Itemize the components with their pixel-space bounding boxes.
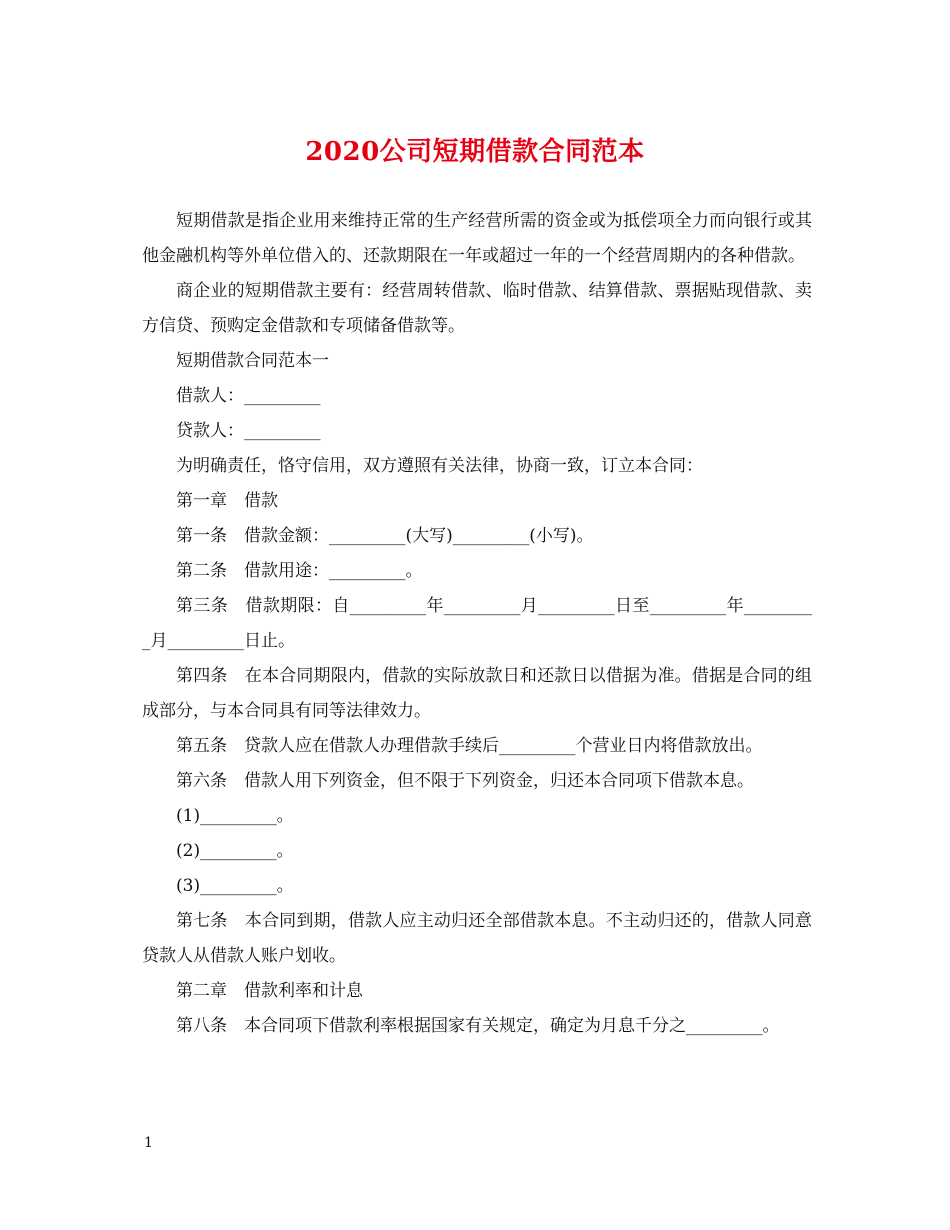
paragraph-preamble: 为明确责任，恪守信用，双方遵照有关法律，协商一致，订立本合同： bbox=[176, 456, 703, 476]
chapter-2-heading: 第二章 借款利率和计息 bbox=[176, 981, 363, 1001]
article-6: 第六条 借款人用下列资金，但不限于下列资金，归还本合同项下借款本息。 bbox=[176, 771, 754, 791]
paragraph-intro-definition: 短期借款是指企业用来维持正常的生产经营所需的资金或为抵偿项全力而向银行或其他金融机构等外单位借入的、还款期限在一年或超过一年的一个经营周期内的各种借款。 bbox=[142, 211, 812, 266]
paragraph-lender: 贷款人：_________ bbox=[176, 421, 321, 441]
page-number: 1 bbox=[144, 1135, 153, 1151]
paragraph-borrower: 借款人：_________ bbox=[176, 386, 321, 406]
article-6-item-1: (1)_________。 bbox=[176, 806, 294, 826]
article-6-item-3: (3)_________。 bbox=[176, 876, 294, 896]
article-8: 第八条 本合同项下借款利率根据国家有关规定，确定为月息千分之_________。 bbox=[176, 1016, 780, 1036]
paragraph-sample-heading: 短期借款合同范本一 bbox=[176, 351, 329, 371]
paragraph-intro-types: 商企业的短期借款主要有：经营周转借款、临时借款、结算借款、票据贴现借款、卖方信贷、预购定金借款和专项储备借款等。 bbox=[142, 281, 812, 336]
article-5: 第五条 贷款人应在借款人办理借款手续后_________个营业日内将借款放出。 bbox=[176, 736, 763, 756]
chapter-1-heading: 第一章 借款 bbox=[176, 491, 278, 511]
article-3: 第三条 借款期限：自_________年_________月_________日至_________年_________月_________日止。 bbox=[142, 596, 812, 651]
article-2: 第二条 借款用途：_________。 bbox=[176, 561, 423, 581]
article-6-item-2: (2)_________。 bbox=[176, 841, 294, 861]
article-1: 第一条 借款金额：_________(大写)_________(小写)。 bbox=[176, 526, 594, 546]
article-4: 第四条 在本合同期限内，借款的实际放款日和还款日以借据为准。借据是合同的组成部分，与本合同具有同等法律效力。 bbox=[142, 666, 812, 721]
document-body bbox=[142, 204, 812, 1044]
document-title: 2020公司短期借款合同范本 bbox=[305, 137, 645, 167]
article-7: 第七条 本合同到期，借款人应主动归还全部借款本息。不主动归还的，借款人同意贷款人从借款人账户划收。 bbox=[142, 911, 812, 966]
